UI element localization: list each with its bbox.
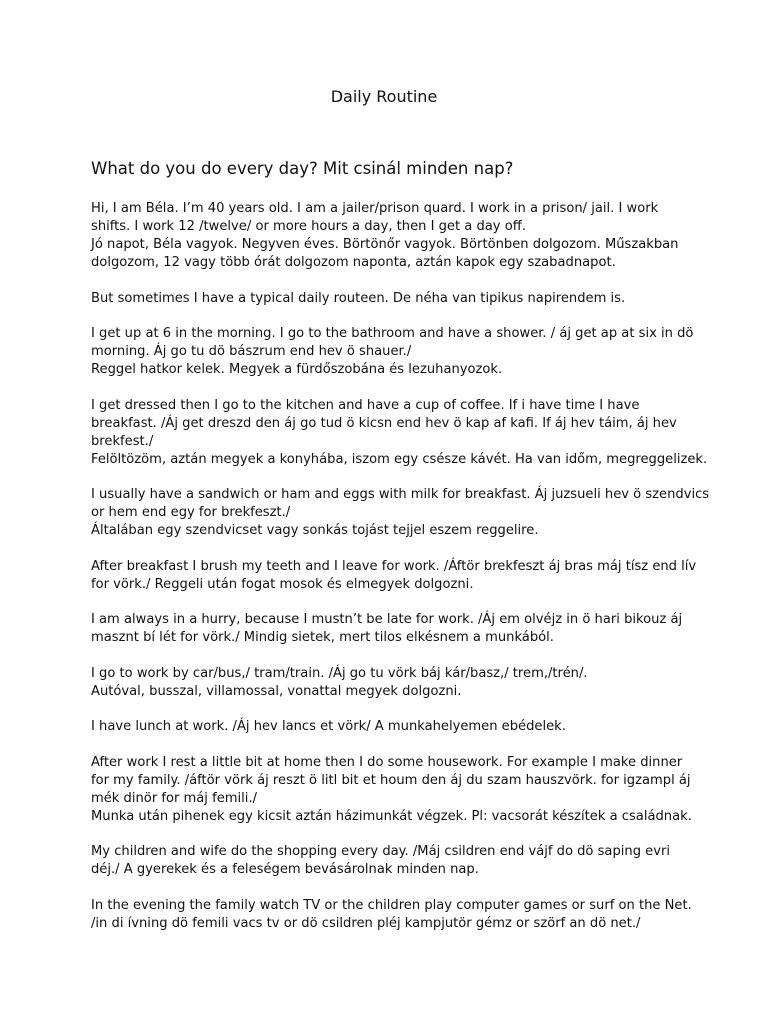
paragraph-line: masznt bí lét for vörk./ Mindig sietek, mert tilos elkésnem a munkából.: [91, 630, 554, 645]
paragraph-line: I go to work by car/bus,/ tram/train. /Áj go tu vörk báj kár/basz,/ trem,/trén/.: [91, 665, 588, 681]
paragraph-line: déj./ A gyerekek és a feleségem bevásárolnak minden nap.: [91, 862, 479, 877]
paragraph: [91, 290, 701, 308]
paragraph: [91, 843, 701, 879]
paragraph-line: But sometimes I have a typical daily routeen. De néha van tipikus napirendem is.: [91, 290, 626, 306]
paragraph-line: After breakfast I brush my teeth and I leave for work. /Áftör brekfeszt áj bras máj tísz end lív: [91, 558, 697, 574]
paragraph-line: shifts. I work 12 /twelve/ or more hours a day, then I get a day off.: [91, 219, 526, 234]
paragraph-line: I get up at 6 in the morning. I go to the bathroom and have a shower. / áj get ap at six in dö: [91, 326, 694, 341]
paragraph: [91, 754, 701, 826]
document-title: Daily Routine: [330, 87, 438, 106]
paragraph: [91, 486, 710, 540]
paragraph: [91, 558, 701, 594]
paragraph-line: morning. Áj go tu dö bászrum end hev ö shauer./: [91, 344, 412, 359]
paragraph-line: dolgozom, 12 vagy több órát dolgozom naponta, aztán kapok egy szabadnapot.: [91, 255, 616, 270]
paragraph-line: mék dinör for máj femili./: [91, 790, 258, 806]
paragraph-line: Jó napot, Béla vagyok. Negyven éves. Börtönőr vagyok. Börtönben dolgozom. Műszakban: [91, 237, 679, 252]
paragraph-line: /in di ívning dö femili vacs tv or dö csildren pléj kampjutör gémz or szörf an dö net./: [91, 915, 641, 931]
paragraph: [91, 200, 701, 272]
paragraph-line: Felöltözöm, aztán megyek a konyhába, iszom egy csésze kávét. Ha van időm, megreggelizek.: [91, 451, 708, 467]
document-heading: What do you do every day? Mit csinál minden nap?: [91, 159, 514, 178]
paragraph: [91, 665, 701, 701]
paragraph: [91, 897, 701, 933]
paragraph: [91, 397, 708, 469]
paragraph-line: My children and wife do the shopping every day. /Máj csildren end vájf do dö saping evri: [91, 844, 670, 859]
paragraph-line: brekfest./: [91, 433, 154, 449]
paragraph: [91, 611, 701, 647]
paragraph-line: Autóval, busszal, villamossal, vonattal megyek dolgozni.: [91, 683, 462, 699]
paragraph-line: I have lunch at work. /Áj hev lancs et vörk/ A munkahelyemen ebédelek.: [91, 719, 566, 734]
paragraph-line: After work I rest a little bit at home then I do some housework. For example I make dinner: [91, 754, 683, 770]
paragraph-line: I usually have a sandwich or ham and eggs with milk for breakfast. Áj juzsueli hev ö szendvics: [91, 487, 710, 502]
paragraph-line: Reggel hatkor kelek. Megyek a fürdőszobána és lezuhanyozok.: [91, 362, 503, 377]
paragraph-line: I am always in a hurry, because I mustn’t be late for work. /Áj em olvéjz in ö hari bikouz áj: [91, 612, 683, 627]
paragraph-line: for my family. /áftör vörk áj reszt ö litl bit et houm den áj du szam hauszvörk. for igzampl áj: [91, 772, 691, 788]
paragraph-line: Általában egy szendvicset vagy sonkás tojást tejjel eszem reggelire.: [91, 523, 539, 538]
paragraph-line: for vörk./ Reggeli után fogat mosok és elmegyek dolgozni.: [91, 576, 474, 592]
paragraph-line: breakfast. /Áj get dreszd den áj go tud ö kicsn end hev ö kap af kafi. If áj hev táim, áj hev: [91, 415, 677, 431]
paragraph-line: I get dressed then I go to the kitchen and have a cup of coffee. If i have time I have: [91, 397, 640, 413]
paragraph-line: In the evening the family watch TV or the children play computer games or surf on the Net.: [91, 897, 692, 913]
paragraph: [91, 718, 701, 736]
paragraph: [91, 325, 701, 379]
document-body: [91, 200, 710, 950]
paragraph-line: or hem end egy for brekfeszt./: [91, 505, 291, 520]
paragraph-line: Hi, I am Béla. I’m 40 years old. I am a jailer/prison quard. I work in a prison/ jail. I work: [91, 201, 659, 216]
paragraph-line: Munka után pihenek egy kicsit aztán házimunkát végzek. Pl: vacsorát készítek a családnak.: [91, 808, 692, 824]
